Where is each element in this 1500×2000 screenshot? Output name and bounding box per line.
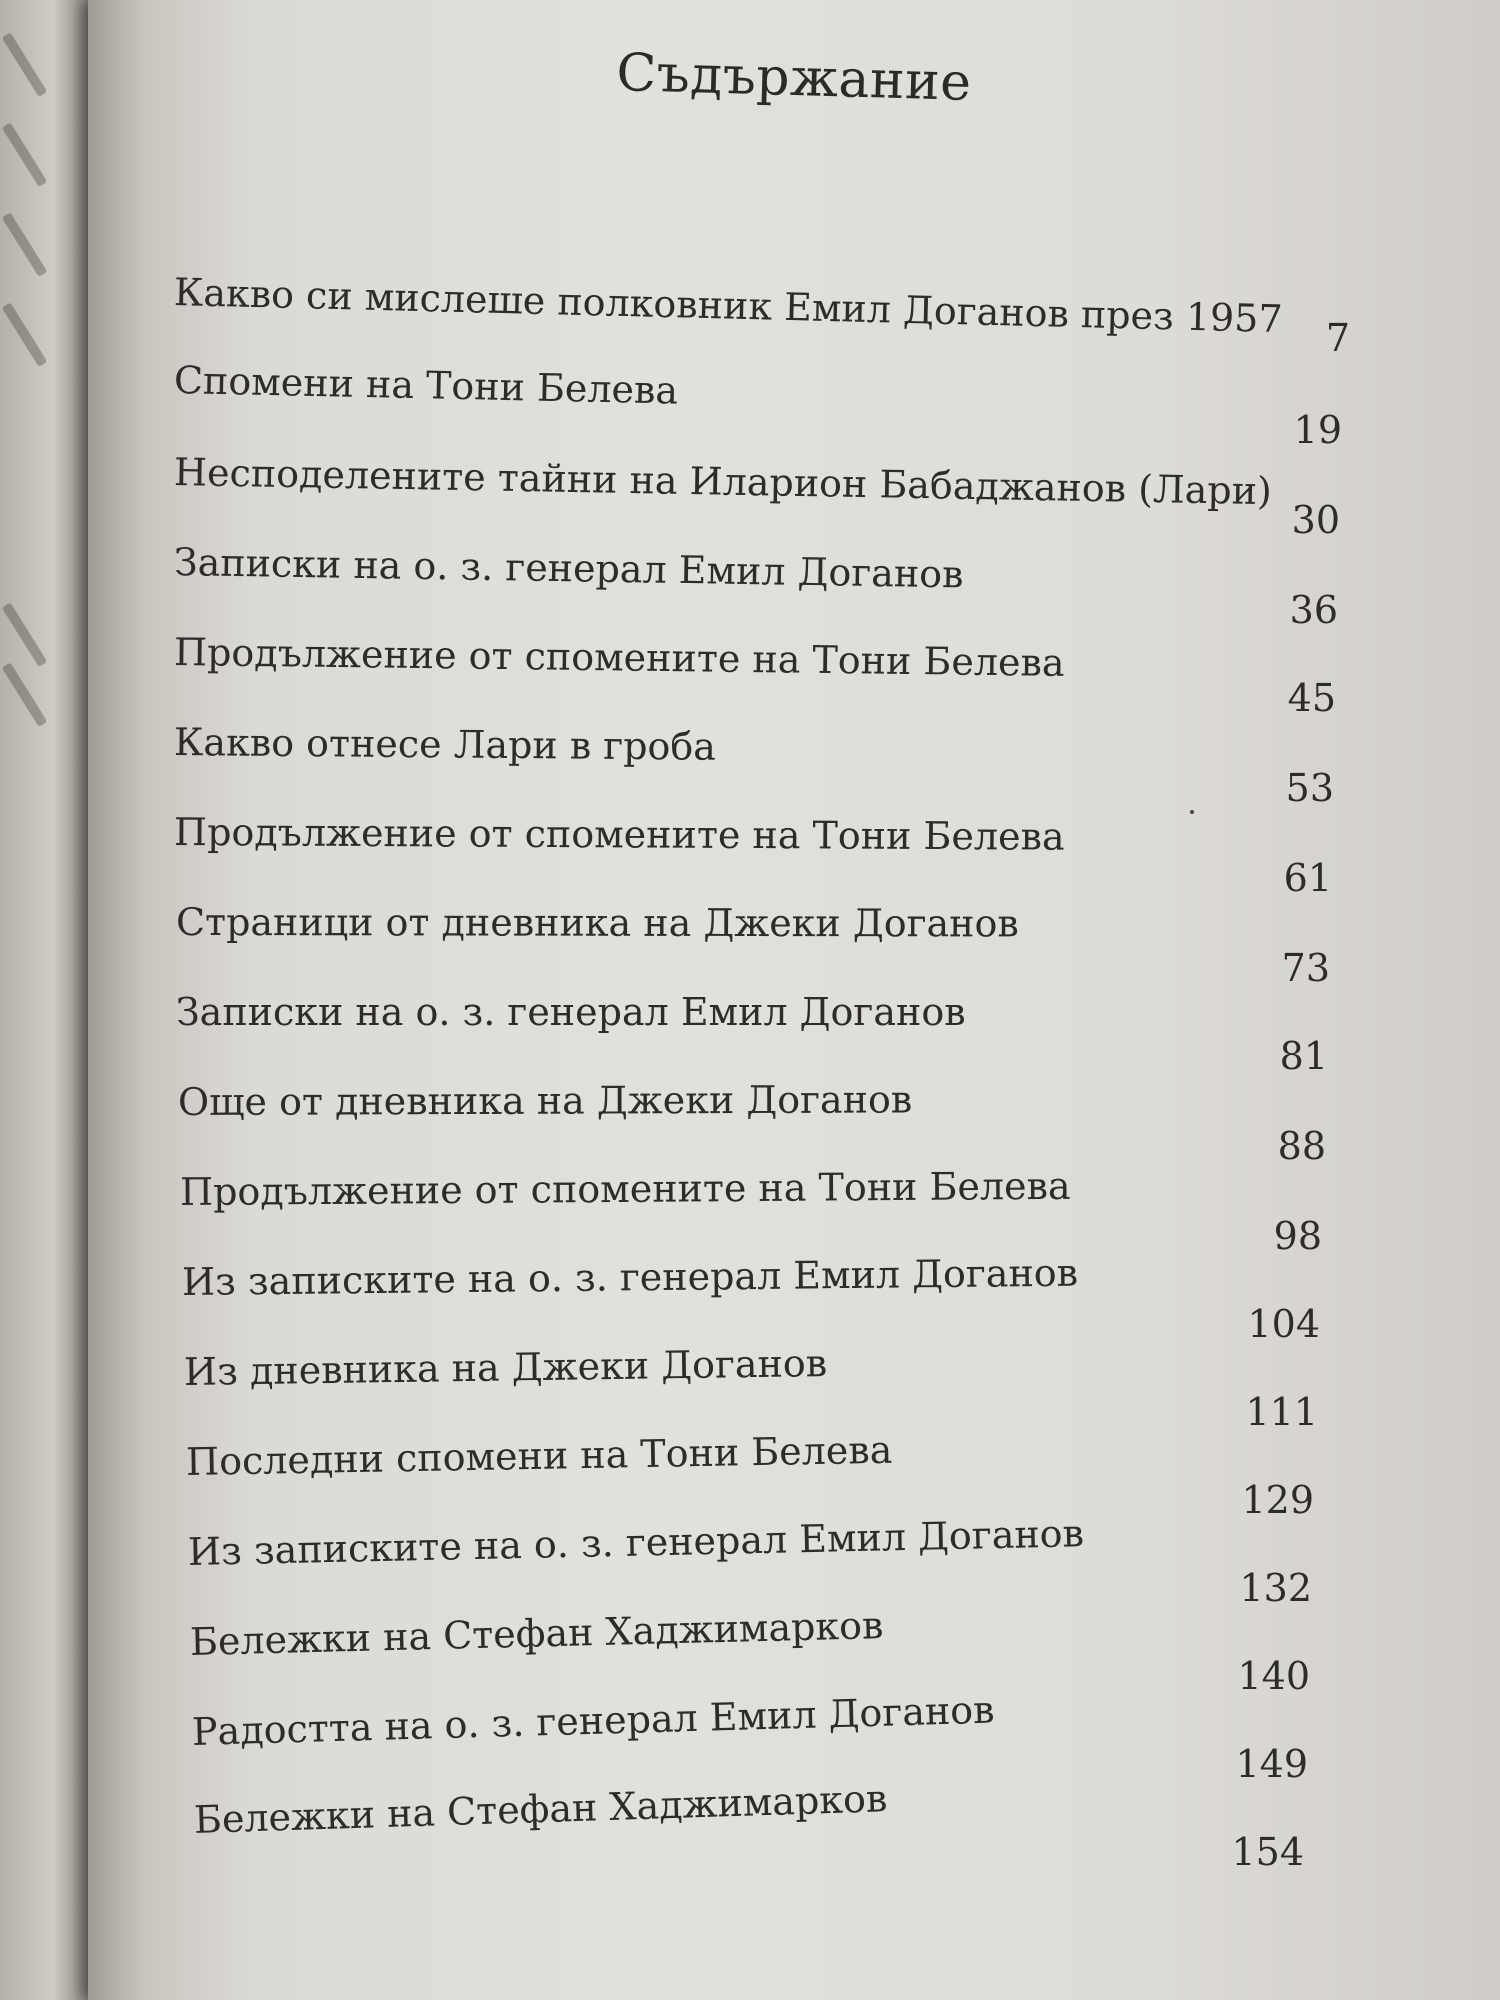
toc-entry-title: Несподелените тайни на Иларион Бабаджанов (Лари) (173, 450, 1273, 514)
toc-entry-page-number: 154 (1231, 1830, 1304, 1874)
toc-entry-page-number: 140 (1237, 1654, 1310, 1698)
toc-entry-page-number: 88 (1277, 1124, 1326, 1168)
toc-entry-page-number: 45 (1287, 676, 1336, 720)
toc-entry-page-number: 61 (1283, 856, 1332, 900)
previous-page-text-fragment (2, 32, 48, 97)
toc-entry-title: Бележки на Стефан Хаджимарков (189, 1603, 884, 1664)
toc-entry-page-number: 132 (1239, 1566, 1312, 1610)
toc-entry-title: Продължение от спомените на Тони Белева (173, 630, 1065, 685)
toc-entry-title: Страници от дневника на Джеки Доганов (175, 900, 1019, 946)
toc-entry-title: Из записките на о. з. генерал Емил Доганов (181, 1250, 1079, 1304)
toc-entry-page-number: 7 (1325, 316, 1350, 360)
toc-entry-title: Из дневника на Джеки Доганов (183, 1341, 828, 1394)
toc-entry-title: Последни спомени на Тони Белева (185, 1427, 893, 1484)
toc-entry-page-number: 129 (1241, 1478, 1314, 1522)
toc-entry-title: Продължение от спомените на Тони Белева (179, 1163, 1071, 1214)
previous-page-text-fragment (2, 602, 48, 667)
toc-entry-page-number: 81 (1279, 1034, 1328, 1078)
toc-entry-page-number: 73 (1281, 946, 1330, 990)
toc-entry-title: Още от дневника на Джеки Доганов (177, 1077, 913, 1124)
toc-entry-title: Радостта на о. з. генерал Емил Доганов (191, 1687, 996, 1754)
toc-entry-title: Записки на о. з. генерал Емил Доганов (173, 540, 964, 597)
toc-entry-title: Какво отнесе Лари в гроба (173, 720, 717, 769)
toc-entry-page-number: 36 (1289, 588, 1338, 632)
toc-entry-page-number: 111 (1245, 1390, 1318, 1434)
paper-speck (1190, 810, 1194, 814)
toc-entry-title: Какво си мислеше полковник Емил Доганов през 1957 (173, 270, 1284, 342)
toc-entry-page-number: 53 (1285, 766, 1334, 810)
toc-entry-page-number: 149 (1235, 1742, 1308, 1786)
toc-entry-page-number: 30 (1291, 498, 1340, 542)
toc-entry-title: Продължение от спомените на Тони Белева (173, 810, 1065, 859)
toc-entry-title: Записки на о. з. генерал Емил Доганов (176, 990, 966, 1034)
page-title: Съдържание (615, 43, 973, 113)
toc-entry-page-number: 104 (1247, 1302, 1320, 1346)
previous-page-text-fragment (2, 212, 48, 277)
table-of-contents (158, 258, 1418, 1978)
book-page (88, 0, 1500, 2000)
toc-entry-page-number: 19 (1293, 408, 1342, 452)
previous-page-text-fragment (2, 122, 48, 187)
toc-entry-title: Из записките на о. з. генерал Емил Доганов (187, 1511, 1085, 1574)
toc-entry-title: Спомени на Тони Белева (173, 358, 679, 413)
previous-page-text-fragment (2, 662, 48, 727)
toc-entry-page-number: 98 (1273, 1214, 1322, 1258)
previous-page-edge (0, 0, 88, 2000)
previous-page-text-fragment (2, 302, 48, 367)
toc-entry-title: Бележки на Стефан Хаджимарков (193, 1776, 888, 1842)
